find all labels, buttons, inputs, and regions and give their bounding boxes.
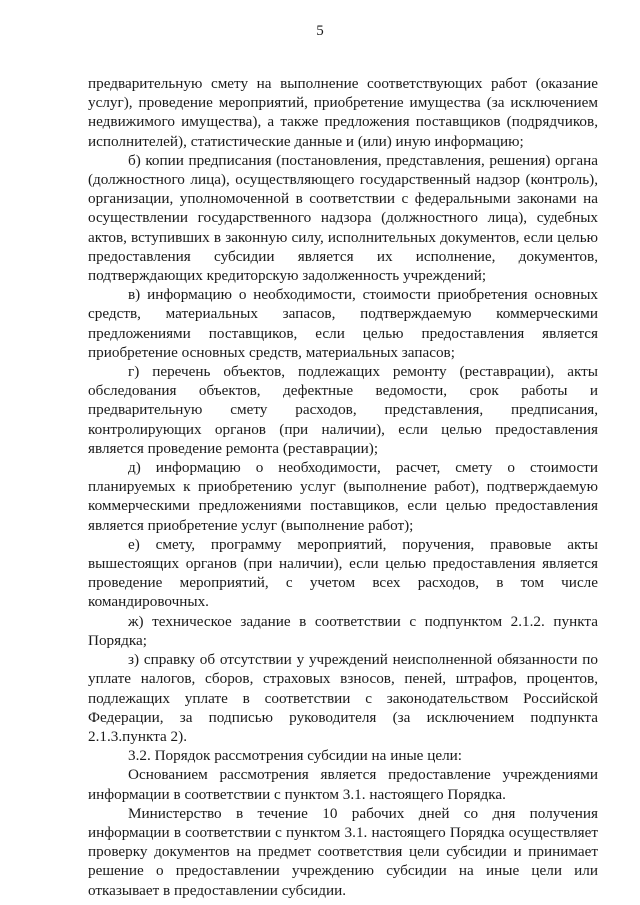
paragraph-item-d: д) информацию о необходимости, расчет, смету о стоимости планируемых к приобретению услуг (выполнение работ), подтверждаемую коммерческими предложениями поставщиков, если целью предоставления является приобретение услуг (выполнение работ); <box>88 459 598 534</box>
paragraph-item-e: е) смету, программу мероприятий, поручения, правовые акты вышестоящих органов (при наличии), если целью предоставления является проведение мероприятий, с учетом всех расходов, в том числе командировочных. <box>88 535 598 611</box>
paragraph-item-zh: ж) техническое задание в соответствии с подпунктом 2.1.2. пункта Порядка; <box>88 612 598 649</box>
page-number: 5 <box>316 23 324 39</box>
paragraph-ministry: Министерство в течение 10 рабочих дней со дня получения информации в соответствии с пунктом 3.1. настоящего Порядка осуществляет проверку документов на предмет соответствия цели субсидии и принимает решение о предоставлении учреждению субсидии на иные цели или отказывает в предоставлении субсидии. <box>88 804 598 899</box>
paragraph-item-z: з) справку об отсутствии у учреждений неисполненной обязанности по уплате налогов, сборов, страховых взносов, пеней, штрафов, процентов, подлежащих уплате в соответствии с законодательством Российской Федерации, за подписью руководителя (за исключением подпункта 2.1.3.пункта 2). <box>88 651 598 745</box>
paragraph-basis: Основанием рассмотрения является предоставление учреждениями информации в соответствии с пунктом 3.1. настоящего Порядка. <box>88 766 598 803</box>
paragraph-item-v: в) информацию о необходимости, стоимости приобретения основных средств, материальных запасов, подтверждаемую коммерческими предложениями поставщиков, если целью предоставления является приобретение основных средств, материальных запасов; <box>88 286 598 361</box>
paragraph-continuation: предварительную смету на выполнение соответствующих работ (оказание услуг), проведение мероприятий, приобретение имущества (за исключением недвижимого имущества), а также предложения поставщиков (подрядчиков, исполнителей), статистические данные и (или) иную информацию; <box>88 75 598 150</box>
paragraph-item-b: б) копии предписания (постановления, представления, решения) органа (должностного лица), осуществляющего государственный надзор (контроль), организации, уполномоченной в соответствии с федеральными законами на осуществлении государственного надзора (должностного лица), судебных актов, вступивших в законную силу, исполнительных документов, если целью предоставления субсидии является их исполнение, документов, подтверждающих кредиторскую задолженность учреждений; <box>88 151 598 285</box>
paragraph-item-g: г) перечень объектов, подлежащих ремонту (реставрации), акты обследования объектов, дефектные ведомости, срок работы и предварительную смету расходов, представления, предписания, контролирующих органов (при наличии), если целью предоставления является проведение ремонта (реставрации); <box>88 363 598 457</box>
section-heading-3-2: 3.2. Порядок рассмотрения субсидии на иные цели: <box>128 747 462 765</box>
document-body <box>88 74 598 900</box>
